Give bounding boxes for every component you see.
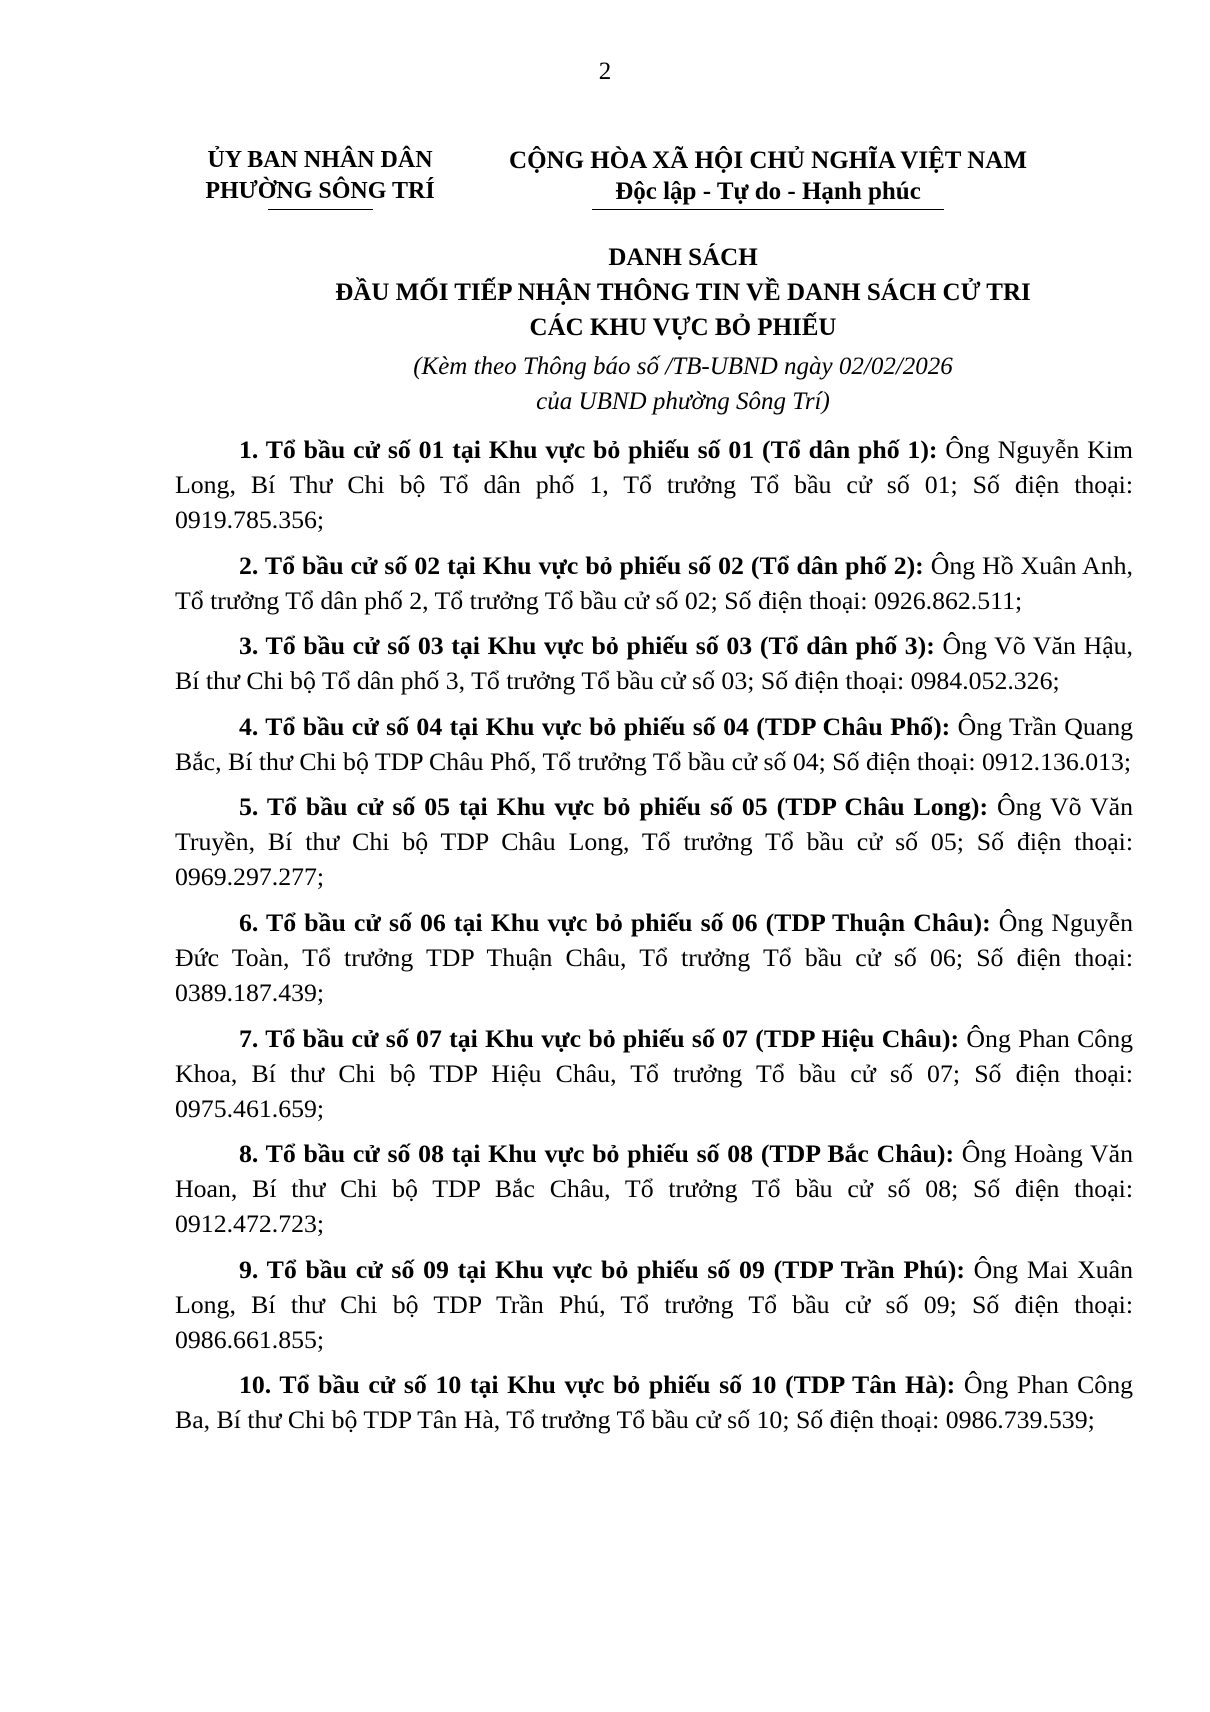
agency-line-2: PHƯỜNG SÔNG TRÍ — [205, 178, 435, 204]
title-line-3: CÁC KHU VỰC BỎ PHIẾU — [529, 314, 837, 341]
entry-text: Ông Hồ Xuân Anh, Tổ trưởng Tổ dân phố 2, Tổ trưởng Tổ bầu cử số 02; Số điện thoại: 0926.862.511; — [175, 550, 1133, 615]
list-item — [175, 432, 1133, 537]
document-title — [170, 240, 1196, 345]
list-item — [175, 548, 1133, 618]
entry-heading: 9. Tổ bầu cử số 09 tại Khu vực bỏ phiếu số 09 (TDP Trần Phú): — [239, 1254, 965, 1284]
entry-heading: 8. Tổ bầu cử số 08 tại Khu vực bỏ phiếu số 08 (TDP Bắc Châu): — [239, 1139, 955, 1169]
subtitle-line-1: (Kèm theo Thông báo số /TB-UBND ngày 02/02/2026 — [413, 353, 953, 380]
list-item — [175, 1136, 1133, 1241]
entry-heading: 4. Tổ bầu cử số 04 tại Khu vực bỏ phiếu số 04 (TDP Châu Phố): — [239, 711, 951, 741]
page-number: 2 — [598, 58, 612, 85]
entry-heading: 10. Tổ bầu cử số 10 tại Khu vực bỏ phiếu số 10 (TDP Tân Hà): — [239, 1370, 956, 1400]
entry-heading: 6. Tổ bầu cử số 06 tại Khu vực bỏ phiếu số 06 (TDP Thuận Châu): — [239, 907, 991, 937]
entry-text: Ông Nguyễn Đức Toàn, Tổ trưởng TDP Thuận Châu, Tổ trưởng Tổ bầu cử số 06; Số điện thoại: 0389.187.439; — [175, 907, 1133, 1007]
list-item — [175, 1367, 1133, 1437]
subtitle-line-2: của UBND phường Sông Trí) — [536, 388, 830, 415]
title-line-1: DANH SÁCH — [608, 244, 758, 271]
document-subtitle — [170, 349, 1196, 419]
list-item — [175, 1252, 1133, 1357]
issuing-agency — [175, 145, 465, 210]
entry-text: Ông Phan Công Khoa, Bí thư Chi bộ TDP Hiệu Châu, Tổ trưởng Tổ bầu cử số 07; Số điện thoại: 0975.461.659; — [175, 1023, 1133, 1123]
list-item — [175, 789, 1133, 894]
list-item — [175, 905, 1133, 1010]
entry-text: Ông Trần Quang Bắc, Bí thư Chi bộ TDP Châu Phố, Tổ trưởng Tổ bầu cử số 04; Số điện thoại: 0912.136.013; — [175, 711, 1133, 776]
agency-line-1: ỦY BAN NHÂN DÂN — [207, 147, 433, 173]
entry-text: Ông Võ Văn Hậu, Bí thư Chi bộ Tổ dân phố 3, Tổ trưởng Tổ bầu cử số 03; Số điện thoại: 0984.052.326; — [175, 631, 1133, 696]
entry-text: Ông Hoàng Văn Hoan, Bí thư Chi bộ TDP Bắc Châu, Tổ trưởng Tổ bầu cử số 08; Số điện thoại: 0912.472.723; — [175, 1139, 1133, 1239]
entry-heading: 2. Tổ bầu cử số 02 tại Khu vực bỏ phiếu số 02 (Tổ dân phố 2): — [239, 550, 924, 580]
list-item — [175, 628, 1133, 698]
nation-motto: Độc lập - Tự do - Hạnh phúc — [615, 178, 921, 205]
entry-heading: 7. Tổ bầu cử số 07 tại Khu vực bỏ phiếu số 07 (TDP Hiệu Châu): — [239, 1023, 960, 1053]
national-heading — [508, 145, 1028, 210]
entry-heading: 5. Tổ bầu cử số 05 tại Khu vực bỏ phiếu số 05 (TDP Châu Long): — [239, 792, 989, 822]
nation-line-1: CỘNG HÒA XÃ HỘI CHỦ NGHĨA VIỆT NAM — [509, 147, 1027, 174]
list-item — [175, 1021, 1133, 1126]
motto-underline — [592, 209, 944, 210]
entry-text: Ông Mai Xuân Long, Bí thư Chi bộ TDP Trần Phú, Tổ trưởng Tổ bầu cử số 09; Số điện thoại: 0986.661.855; — [175, 1254, 1133, 1354]
title-line-2: ĐẦU MỐI TIẾP NHẬN THÔNG TIN VỀ DANH SÁCH CỬ TRI — [335, 279, 1031, 306]
entry-list — [175, 432, 1133, 1448]
entry-text: Ông Võ Văn Truyền, Bí thư Chi bộ TDP Châu Long, Tổ trưởng Tổ bầu cử số 05; Số điện thoại: 0969.297.277; — [175, 792, 1133, 892]
agency-underline — [268, 209, 373, 210]
entry-text: Ông Nguyễn Kim Long, Bí Thư Chi bộ Tổ dân phố 1, Tổ trưởng Tổ bầu cử số 01; Số điện thoại: 0919.785.356; — [175, 435, 1133, 534]
entry-heading: 3. Tổ bầu cử số 03 tại Khu vực bỏ phiếu số 03 (Tổ dân phố 3): — [239, 631, 935, 661]
entry-heading: 1. Tổ bầu cử số 01 tại Khu vực bỏ phiếu số 01 (Tổ dân phố 1): — [239, 435, 938, 464]
entry-text: Ông Phan Công Ba, Bí thư Chi bộ TDP Tân Hà, Tổ trưởng Tổ bầu cử số 10; Số điện thoại: 0986.739.539; — [175, 1370, 1133, 1435]
list-item — [175, 709, 1133, 779]
